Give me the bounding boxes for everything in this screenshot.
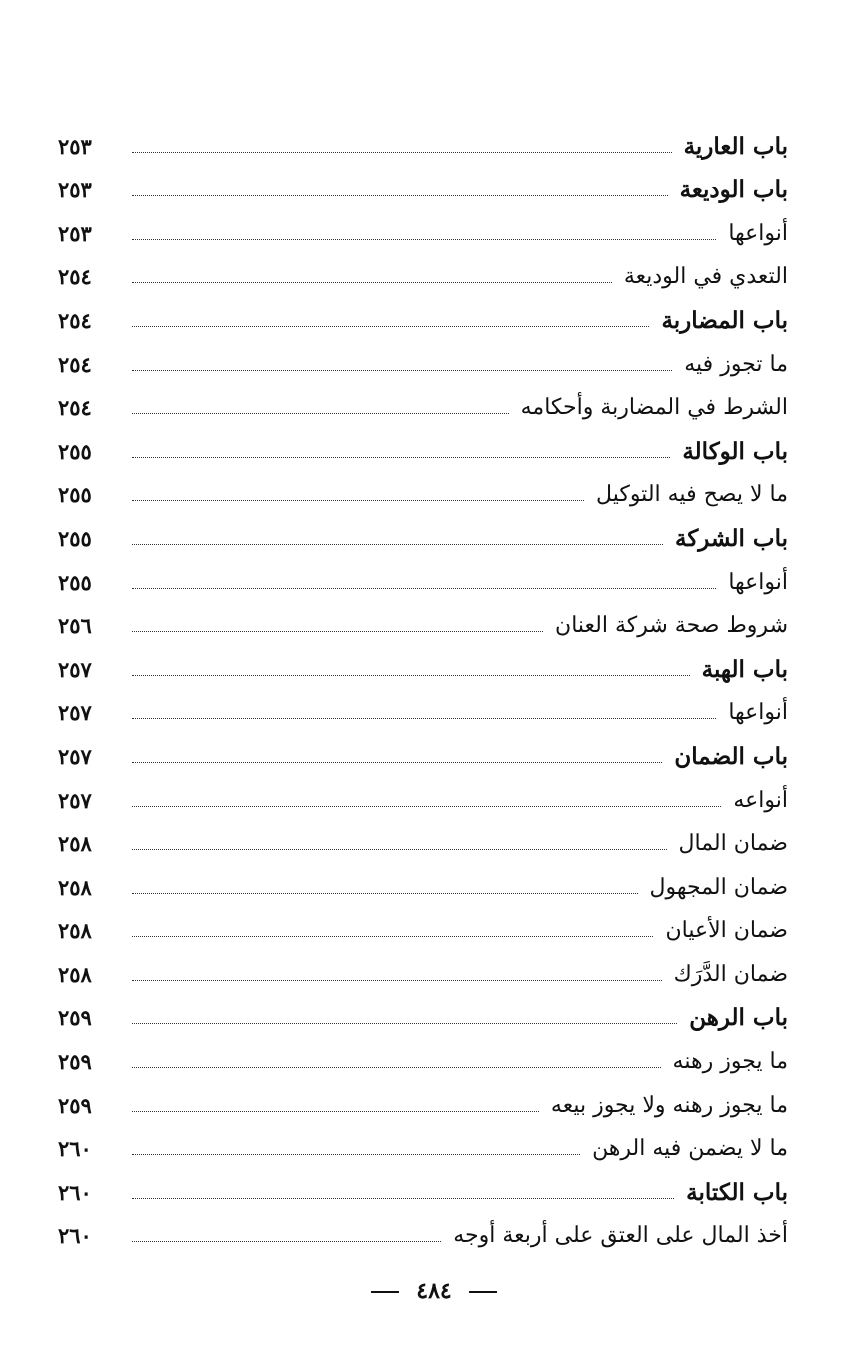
dot-leader xyxy=(132,675,690,676)
toc-entry-row xyxy=(58,774,788,818)
toc-entry-row xyxy=(58,948,788,992)
toc-entry-row xyxy=(58,207,788,251)
toc-page-number: ٢٥٩ xyxy=(58,1005,92,1031)
toc-page-number: ٢٥٣ xyxy=(58,177,92,203)
toc-page-number: ٢٥٧ xyxy=(58,700,92,726)
toc-page-number: ٢٥٥ xyxy=(58,525,92,551)
toc-entry-title: باب الضمان xyxy=(674,742,788,770)
toc-page-number: ٢٥٨ xyxy=(58,918,92,944)
dot-leader xyxy=(132,152,672,153)
footer-dash-right xyxy=(469,1291,497,1293)
toc-page-number: ٢٥٩ xyxy=(58,1049,92,1075)
toc-entry-title: ما يجوز رهنه xyxy=(672,1049,788,1075)
toc-entry-row xyxy=(58,861,788,905)
toc-entry-title: الشرط في المضاربة وأحكامه xyxy=(520,395,788,421)
footer-dash-left xyxy=(371,1291,399,1293)
toc-entry-title: أنواعه xyxy=(733,787,788,813)
toc-entry-title: باب العارية xyxy=(683,132,788,160)
dot-leader xyxy=(132,588,716,589)
dot-leader xyxy=(132,762,662,763)
toc-heading-row xyxy=(58,294,788,338)
toc-page-number: ٢٥٤ xyxy=(58,307,92,333)
toc-page-number: ٢٥٨ xyxy=(58,831,92,857)
toc-entry-row xyxy=(58,1079,788,1123)
dot-leader xyxy=(132,457,670,458)
dot-leader xyxy=(132,1067,661,1068)
dot-leader xyxy=(132,1154,580,1155)
dot-leader xyxy=(132,980,662,981)
toc-entry-title: باب الرهن xyxy=(689,1004,788,1032)
toc-entry-row xyxy=(58,469,788,513)
toc-entry-title: ما تجوز فيه xyxy=(684,351,788,377)
toc-heading-row xyxy=(58,164,788,208)
toc-page-number: ٢٥٥ xyxy=(58,482,92,508)
toc-entry-title: أخذ المال على العتق على أربعة أوجه xyxy=(453,1223,788,1249)
dot-leader xyxy=(132,1023,677,1024)
toc-entry-title: أنواعها xyxy=(728,700,788,726)
toc-entry-title: أنواعها xyxy=(728,220,788,246)
dot-leader xyxy=(132,806,721,807)
toc-page-number: ٢٥٥ xyxy=(58,438,92,464)
toc-entry-row xyxy=(58,1035,788,1079)
dot-leader xyxy=(132,326,649,327)
page-footer xyxy=(0,1278,868,1304)
toc-entry-row xyxy=(58,382,788,426)
toc-entry-row xyxy=(58,687,788,731)
toc-page-number: ٢٥٦ xyxy=(58,613,92,639)
toc-page-number: ٢٥٧ xyxy=(58,743,92,769)
dot-leader xyxy=(132,936,653,937)
toc-page-number: ٢٥٩ xyxy=(58,1092,92,1118)
dot-leader xyxy=(132,370,672,371)
toc-heading-row xyxy=(58,1166,788,1210)
toc-entry-title: باب الوديعة xyxy=(679,176,788,204)
toc-page-number: ٢٥٤ xyxy=(58,264,92,290)
dot-leader xyxy=(132,239,716,240)
toc-page-number: ٢٥٤ xyxy=(58,351,92,377)
dot-leader xyxy=(132,893,638,894)
toc-entry-row xyxy=(58,556,788,600)
dot-leader xyxy=(132,500,584,501)
footer-page-number: ٤٨٤ xyxy=(416,1278,452,1304)
toc-page-number: ٢٥٧ xyxy=(58,656,92,682)
toc-page-number: ٢٦٠ xyxy=(58,1136,92,1162)
toc-heading-row xyxy=(58,425,788,469)
toc-entry-title: باب الوكالة xyxy=(682,437,788,465)
toc-entry-title: شروط صحة شركة العنان xyxy=(555,613,788,639)
toc-entry-title: باب الشركة xyxy=(675,524,788,552)
dot-leader xyxy=(132,1198,674,1199)
toc-entry-title: ما لا يصح فيه التوكيل xyxy=(596,482,788,508)
toc-heading-row xyxy=(58,992,788,1036)
toc-entry-title: ما يجوز رهنه ولا يجوز بيعه xyxy=(550,1092,788,1118)
toc-page-number: ٢٥٣ xyxy=(58,220,92,246)
toc-page-number: ٢٥٨ xyxy=(58,961,92,987)
dot-leader xyxy=(132,544,663,545)
toc-entry-title: باب المضاربة xyxy=(661,306,788,334)
toc-heading-row xyxy=(58,730,788,774)
toc-entry-title: ضمان المجهول xyxy=(649,874,788,900)
dot-leader xyxy=(132,413,509,414)
toc-heading-row xyxy=(58,643,788,687)
toc-entry-title: ضمان المال xyxy=(678,831,788,857)
dot-leader xyxy=(132,849,667,850)
toc-page-number: ٢٥٨ xyxy=(58,874,92,900)
toc-page-number: ٢٦٠ xyxy=(58,1179,92,1205)
toc-entry-row xyxy=(58,1210,788,1254)
toc-heading-row xyxy=(58,512,788,556)
toc-entry-row xyxy=(58,338,788,382)
dot-leader xyxy=(132,282,612,283)
toc-page-number: ٢٥٧ xyxy=(58,787,92,813)
dot-leader xyxy=(132,1241,441,1242)
toc-entry-row xyxy=(58,251,788,295)
toc-entry-row xyxy=(58,905,788,949)
dot-leader xyxy=(132,718,716,719)
table-of-contents xyxy=(58,120,788,1253)
toc-entry-row xyxy=(58,1123,788,1167)
toc-entry-title: أنواعها xyxy=(728,569,788,595)
toc-entry-row xyxy=(58,818,788,862)
toc-entry-row xyxy=(58,600,788,644)
dot-leader xyxy=(132,631,543,632)
toc-entry-title: باب الهبة xyxy=(701,655,788,683)
toc-entry-title: باب الكتابة xyxy=(686,1178,788,1206)
toc-entry-title: ضمان الأعيان xyxy=(665,918,788,944)
dot-leader xyxy=(132,1111,539,1112)
toc-page-number: ٢٥٣ xyxy=(58,133,92,159)
toc-entry-title: ضمان الدَّرَك xyxy=(673,961,788,987)
toc-heading-row xyxy=(58,120,788,164)
toc-page-number: ٢٥٤ xyxy=(58,395,92,421)
dot-leader xyxy=(132,195,668,196)
toc-entry-title: التعدي في الوديعة xyxy=(623,264,788,290)
toc-page-number: ٢٥٥ xyxy=(58,569,92,595)
toc-page-number: ٢٦٠ xyxy=(58,1223,92,1249)
toc-entry-title: ما لا يضمن فيه الرهن xyxy=(592,1136,788,1162)
